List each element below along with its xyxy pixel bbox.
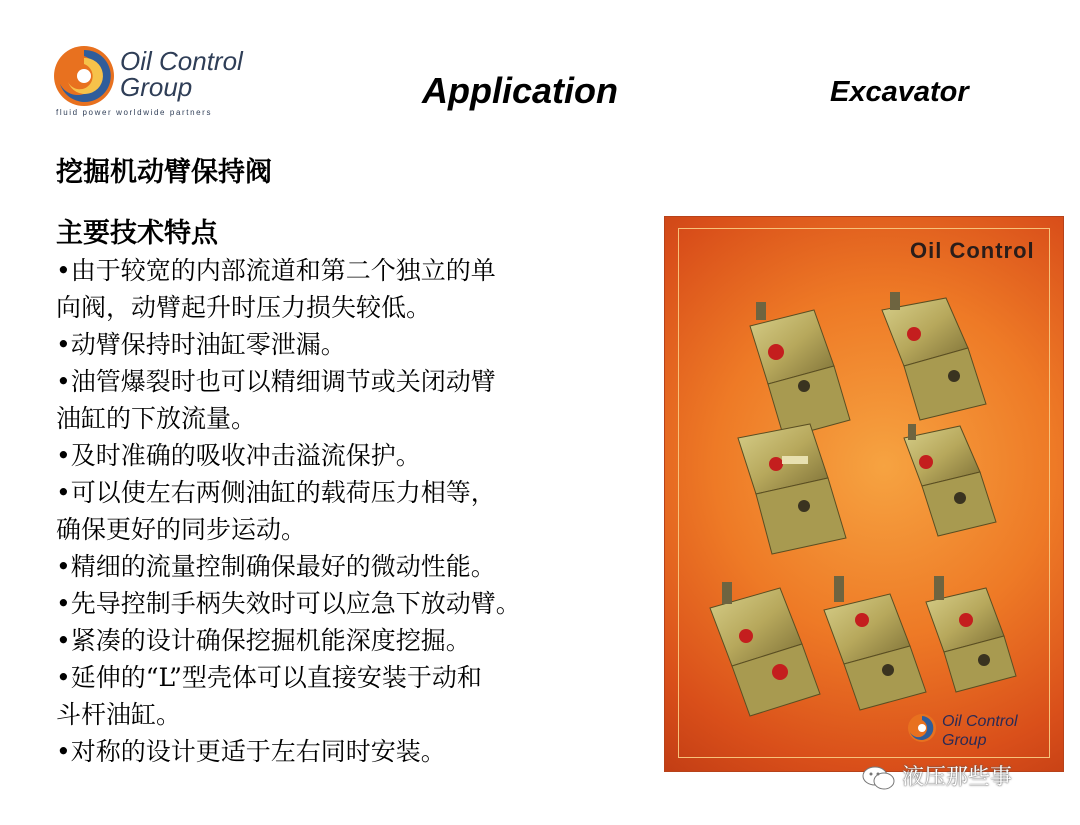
feature-line: 确保更好的同步运动。 xyxy=(56,515,307,544)
photo-logo-text xyxy=(942,712,1018,750)
feature-line: •由于较宽的内部流道和第二个独立的单 xyxy=(56,256,496,285)
valve-block-icon xyxy=(882,292,986,420)
feature-line: •油管爆裂时也可以精细调节或关闭动臂 xyxy=(56,367,496,396)
company-logo xyxy=(52,44,252,124)
valve-blocks-illustration xyxy=(664,216,1064,772)
valve-block-icon xyxy=(750,302,850,438)
valve-block-icon xyxy=(904,424,996,536)
feature-line: •延伸的“L”型壳体可以直接安装于动和 xyxy=(56,663,482,692)
valve-block-icon xyxy=(710,582,820,716)
feature-line: •对称的设计更适于左右同时安装。 xyxy=(56,737,446,766)
feature-line: •精细的流量控制确保最好的微动性能。 xyxy=(56,552,496,581)
photo-logo-icon xyxy=(908,714,936,742)
logo-tagline: fluid power worldwide partners xyxy=(56,108,213,117)
feature-line: 油缸的下放流量。 xyxy=(56,404,257,433)
valve-block-icon xyxy=(738,424,846,554)
swirl-logo-icon xyxy=(52,44,116,108)
feature-line: •及时准确的吸收冲击溢流保护。 xyxy=(56,441,421,470)
feature-line: 斗杆油缸。 xyxy=(56,700,182,729)
feature-line: 向阀，动臂起升时压力损失较低。 xyxy=(56,293,432,322)
photo-logo-line2: Group xyxy=(942,732,987,749)
logo-line1: Oil Control xyxy=(120,46,243,76)
valve-block-icon xyxy=(824,576,926,710)
feature-line: •可以使左右两侧油缸的载荷压力相等， xyxy=(56,478,496,507)
logo-text xyxy=(120,48,243,100)
features-list xyxy=(56,216,656,770)
feature-line: •紧凑的设计确保挖掘机能深度挖掘。 xyxy=(56,626,471,655)
watermark-text: 液压那些事 xyxy=(902,765,1013,790)
wechat-icon xyxy=(862,765,896,791)
feature-line: •动臂保持时油缸零泄漏。 xyxy=(56,330,346,359)
feature-line: •先导控制手柄失效时可以应急下放动臂。 xyxy=(56,589,521,618)
category-label: Excavator xyxy=(830,76,969,108)
photo-brand-mark: Oil Control xyxy=(910,238,1035,263)
page-title: Application xyxy=(422,70,618,111)
logo-line2: Group xyxy=(120,72,193,102)
product-photo xyxy=(664,216,1064,772)
wechat-watermark xyxy=(862,760,1012,791)
features-heading: 主要技术特点 xyxy=(56,218,218,249)
photo-logo-line1: Oil Control xyxy=(942,713,1018,730)
valve-block-icon xyxy=(926,576,1016,692)
section-title: 挖掘机动臂保持阀 xyxy=(56,157,272,188)
